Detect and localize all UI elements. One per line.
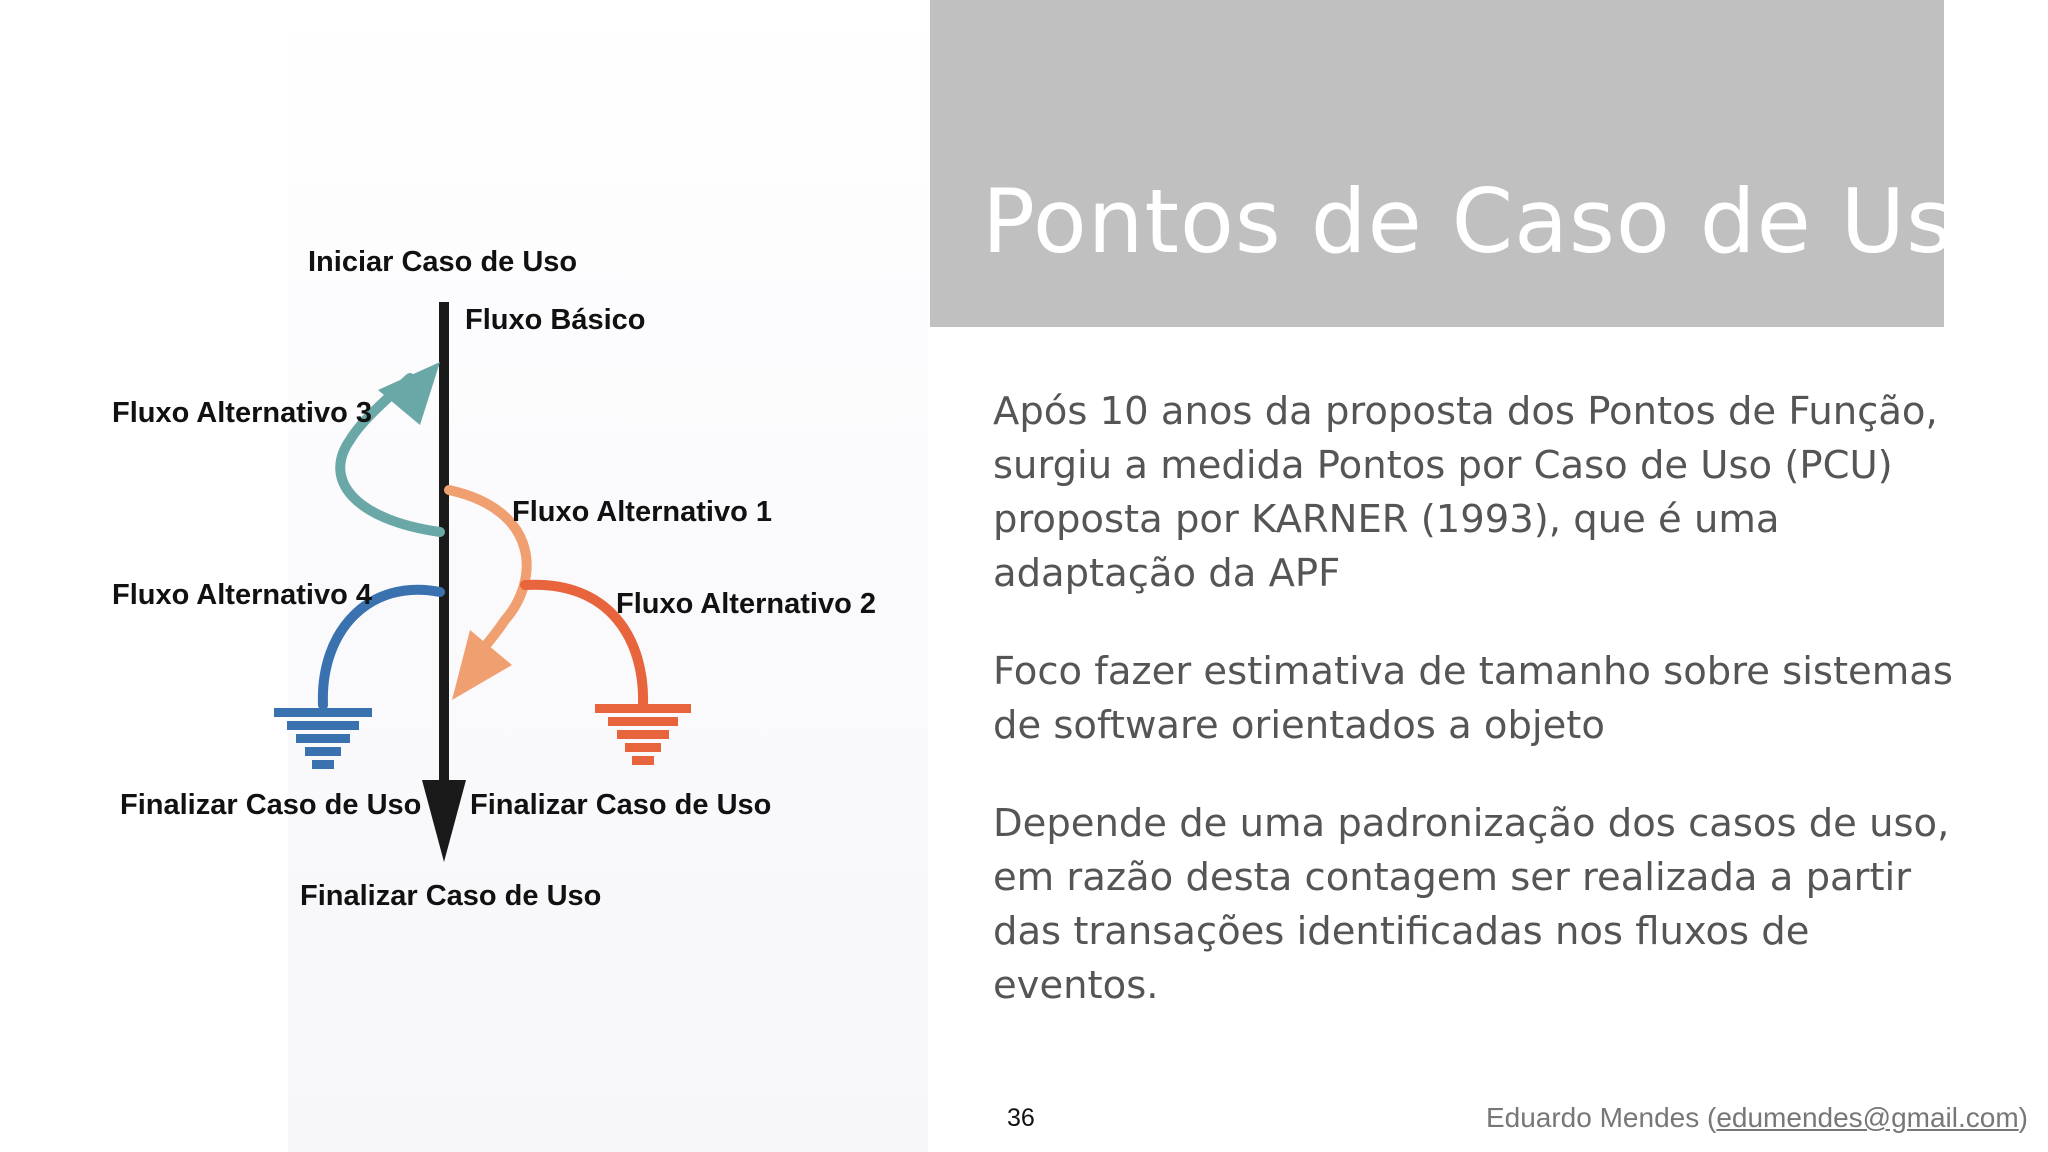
author-credit bbox=[1486, 1102, 2028, 1134]
author-email-link[interactable]: edumendes@gmail.com bbox=[1716, 1102, 2019, 1133]
alt-flow-1-label: Fluxo Alternativo 1 bbox=[512, 496, 772, 528]
slide-title: Pontos de Caso de Uso bbox=[982, 170, 2008, 273]
end-right-label: Finalizar Caso de Uso bbox=[470, 789, 772, 821]
page-number: 36 bbox=[1007, 1104, 1035, 1132]
slide-body bbox=[993, 385, 1953, 1057]
alt-flow-4-ground-symbol bbox=[274, 708, 372, 769]
end-bottom-label: Finalizar Caso de Uso bbox=[300, 880, 602, 912]
alt-flow-1-arrowhead bbox=[452, 630, 512, 700]
alt-flow-2-label: Fluxo Alternativo 2 bbox=[616, 588, 876, 620]
start-label: Iniciar Caso de Uso bbox=[308, 246, 578, 278]
basic-flow-label: Fluxo Básico bbox=[465, 304, 646, 336]
alt-flow-4-label: Fluxo Alternativo 4 bbox=[112, 579, 372, 611]
alt-flow-2-ground-symbol bbox=[595, 704, 691, 765]
alt-flow-3-arrowhead bbox=[378, 362, 440, 425]
alt-flow-3-label: Fluxo Alternativo 3 bbox=[112, 397, 372, 429]
use-case-flow-diagram bbox=[0, 0, 930, 1000]
paragraph-2: Foco fazer estimativa de tamanho sobre sistemas de software orientados a objeto bbox=[993, 649, 1953, 748]
end-left-label: Finalizar Caso de Uso bbox=[120, 789, 422, 821]
paragraph-3: Depende de uma padronização dos casos de uso, em razão desta contagem ser realizada a partir das transações identificadas nos fluxos de eventos. bbox=[993, 801, 1950, 1008]
paragraph-1: Após 10 anos da proposta dos Pontos de Função, surgiu a medida Pontos por Caso de Uso (PCU) proposta por KARNER (1993), que é uma adaptação da APF bbox=[993, 389, 1938, 596]
title-banner bbox=[930, 0, 2008, 327]
basic-flow-arrowhead bbox=[422, 780, 466, 862]
author-close-paren: ) bbox=[2018, 1102, 2028, 1133]
author-name: Eduardo Mendes ( bbox=[1485, 1102, 1717, 1133]
